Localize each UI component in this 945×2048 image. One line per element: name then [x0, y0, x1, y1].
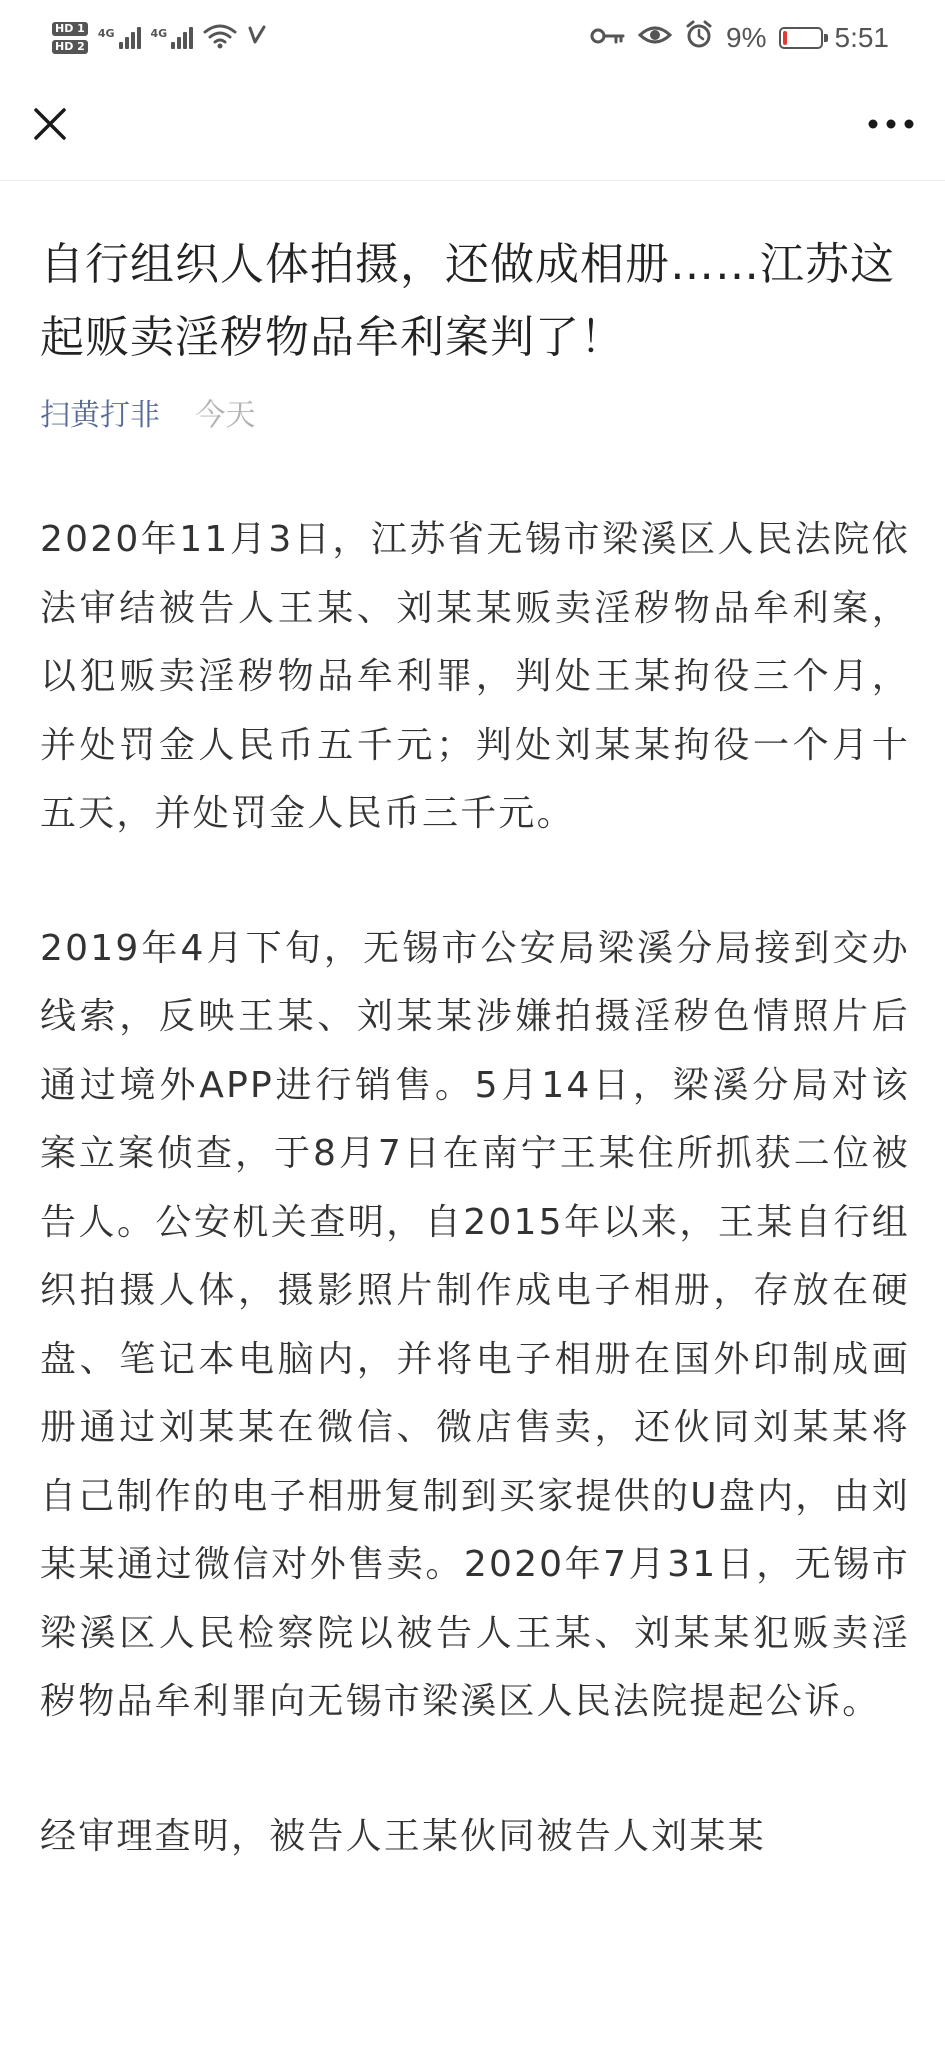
battery-icon [779, 27, 823, 49]
nfc-icon [247, 24, 267, 52]
nav-bar [0, 76, 945, 181]
hd-indicators [52, 22, 88, 54]
article-meta [40, 396, 910, 436]
battery-percent: 9% [726, 22, 767, 53]
wifi-icon [203, 23, 237, 53]
alarm-icon [684, 20, 714, 57]
close-icon [32, 106, 68, 142]
article-date: 今天 [195, 398, 256, 433]
article-paragraph: 2020年11月3日，江苏省无锡市梁溪区人民法院依法审结被告人王某、刘某某贩卖淫秽物品牟利案，以犯贩卖淫秽物品牟利罪，判处王某拘役三个月，并处罚金人民币五千元；判处刘某某拘役一个月十五天，并处罚金人民币三千元。 [40, 519, 910, 834]
key-icon [590, 22, 626, 54]
sim2-network-label: 4G [150, 27, 168, 40]
article-body [40, 506, 910, 1871]
status-left [52, 10, 267, 66]
eye-icon [638, 22, 672, 54]
article-source-link[interactable]: 扫黄打非 [40, 398, 160, 433]
hd1-badge: HD 1 [52, 22, 88, 36]
sim1-network-label: 4G [97, 27, 115, 40]
more-button[interactable] [859, 96, 923, 152]
battery-level [783, 31, 787, 45]
article-title: 自行组织人体拍摄，还做成相册……江苏这起贩卖淫秽物品牟利案判了！ [40, 239, 895, 363]
close-button[interactable] [22, 96, 78, 152]
more-icon [867, 118, 915, 130]
status-bar [0, 0, 945, 76]
hd2-badge: HD 2 [52, 40, 88, 54]
signal-icon [151, 27, 194, 49]
status-right [590, 10, 889, 66]
article-paragraph: 经审理查明，被告人王某伙同被告人刘某某 [40, 1815, 766, 1857]
article-paragraph: 2019年4月下旬，无锡市公安局梁溪分局接到交办线索，反映王某、刘某某涉嫌拍摄淫秽色情照片后通过境外APP进行销售。5月14日，梁溪分局对该案立案侦查，于8月7日在南宁王某住所抓获二位被告人。公安机关查明，自2015年以来，王某自行组织拍摄人体，摄影照片制作成电子相册，存放在硬盘、笔记本电脑内，并将电子相册在国外印制成画册通过刘某某在微信、微店售卖，还伙同刘某某将自己制作的电子相册复制到买家提供的U盘内，由刘某某通过微信对外售卖。2020年7月31日，无锡市梁溪区人民检察院以被告人王某、刘某某犯贩卖淫秽物品牟利罪向无锡市梁溪区人民法院提起公诉。 [40, 927, 910, 1722]
article [40, 228, 910, 1937]
signal-icon [98, 27, 141, 49]
clock-time: 5:51 [834, 22, 889, 53]
